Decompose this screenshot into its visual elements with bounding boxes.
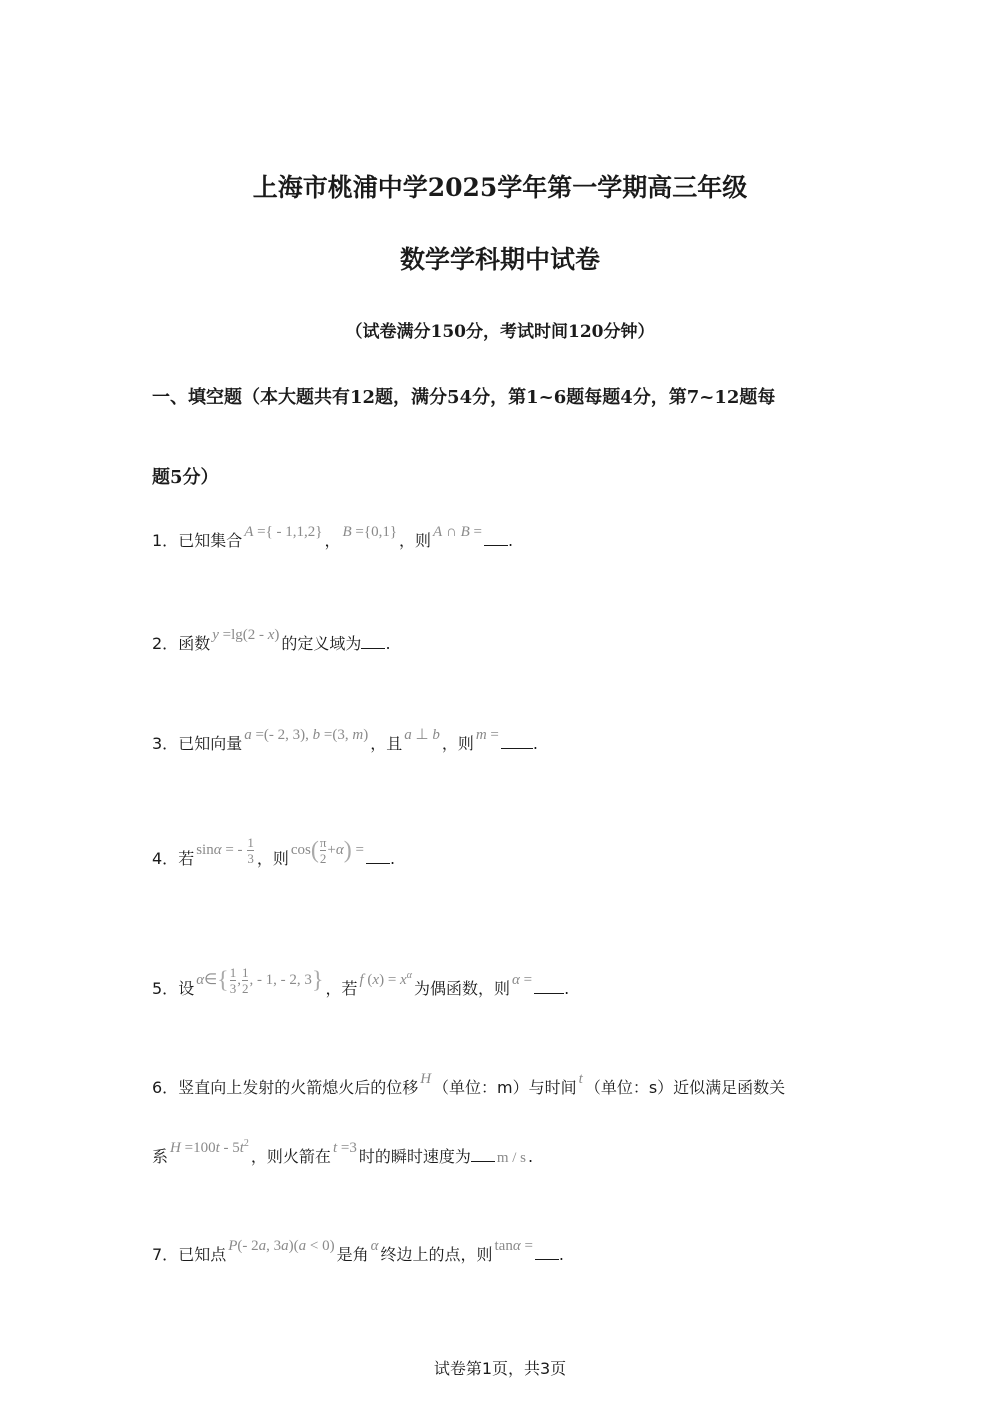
question-4: 4．若 sinα = - $\frac{1}{3}$ ，则 cos( $\frac{\pi}{2}$ +α) = . bbox=[152, 835, 396, 868]
formula-angle-alpha: α bbox=[370, 1238, 379, 1254]
question-6-line1: 6．竖直向上发射的火箭熄火后的位移 H （单位：m）与时间 t （单位：s）近似满足函数关 bbox=[152, 1071, 786, 1097]
question-7: 7．已知点 P(- 2a, 3a)(a < 0) 是角 α 终边上的点，则 tanα = . bbox=[152, 1238, 565, 1264]
formula-alpha-set: α∈{ $\frac{1}{3}$ , $\frac{1}{2}$ , - 1, - 2, 3} bbox=[196, 965, 324, 997]
exam-title-line1: 上海市桃浦中学2025学年第一学期高三年级 bbox=[252, 173, 748, 202]
exam-title-line2: 数学学科期中试卷 bbox=[399, 245, 600, 274]
question-2: 2．函数 y =lg(2 - x) 的定义域为 . bbox=[152, 627, 391, 653]
formula-set-b: B ={0,1} bbox=[342, 524, 398, 540]
formula-t: t bbox=[578, 1071, 583, 1087]
answer-blank[interactable] bbox=[535, 1245, 559, 1260]
formula-power-function: f $(x) = x^\alpha$ bbox=[359, 970, 412, 988]
question-6-line2: 系 $H =100t - 5t^2$，则火箭在 t =3 时的瞬时速度为 m / s . bbox=[152, 1138, 534, 1166]
answer-blank[interactable] bbox=[501, 734, 533, 749]
answer-blank[interactable] bbox=[484, 531, 508, 546]
answer-blank[interactable] bbox=[366, 849, 390, 864]
formula-set-a: A ={ - 1,1,2} bbox=[244, 524, 323, 540]
answer-blank[interactable] bbox=[361, 634, 385, 649]
formula-displacement: $H =100t - 5t^2$ bbox=[170, 1138, 249, 1156]
formula-cos-expression: cos( $\frac{\pi}{2}$ +α) = bbox=[290, 835, 364, 866]
answer-blank[interactable] bbox=[534, 979, 564, 994]
formula-t-eq-3: t =3 bbox=[332, 1140, 357, 1156]
exam-note: （试卷满分150分，考试时间120分钟） bbox=[345, 322, 655, 342]
formula-m: m = bbox=[475, 727, 499, 743]
formula-alpha-eq: α = bbox=[511, 972, 533, 988]
question-1: 1．已知集合 A ={ - 1,1,2} ， B ={0,1} ，则 A ∩ B = . bbox=[152, 524, 514, 550]
formula-perpendicular: a ⊥ b bbox=[404, 727, 440, 743]
question-3: 3．已知向量 a =(- 2, 3), b =(3, m) ，且 a ⊥ b ，则 m = . bbox=[152, 727, 538, 753]
formula-vectors: a =(- 2, 3), b =(3, m) bbox=[244, 727, 369, 743]
formula-h: H bbox=[420, 1071, 432, 1087]
section-heading-line2: 题5分） bbox=[152, 467, 219, 488]
formula-sin-alpha: sinα = - $\frac{1}{3}$ bbox=[196, 835, 254, 866]
unit-speed: m / s bbox=[496, 1150, 527, 1166]
section-heading-line1: 一、填空题（本大题共有12题，满分54分，第1~6题每题4分，第7~12题每 bbox=[152, 387, 776, 408]
formula-intersection: A ∩ B = bbox=[433, 524, 482, 540]
formula-point-p: P(- 2a, 3a)(a < 0) bbox=[228, 1238, 335, 1254]
page-footer: 试卷第1页，共3页 bbox=[433, 1359, 567, 1378]
answer-blank[interactable] bbox=[471, 1147, 495, 1162]
formula-tan-alpha: tanα = bbox=[494, 1238, 533, 1254]
question-5: 5．设 α∈{ $\frac{1}{3}$ , $\frac{1}{2}$ , - 1, - 2, 3} ，若 f $(x) = x^\alpha$为偶函数，则 α = . bbox=[152, 965, 570, 998]
formula-log-function: y =lg(2 - x) bbox=[212, 627, 280, 643]
